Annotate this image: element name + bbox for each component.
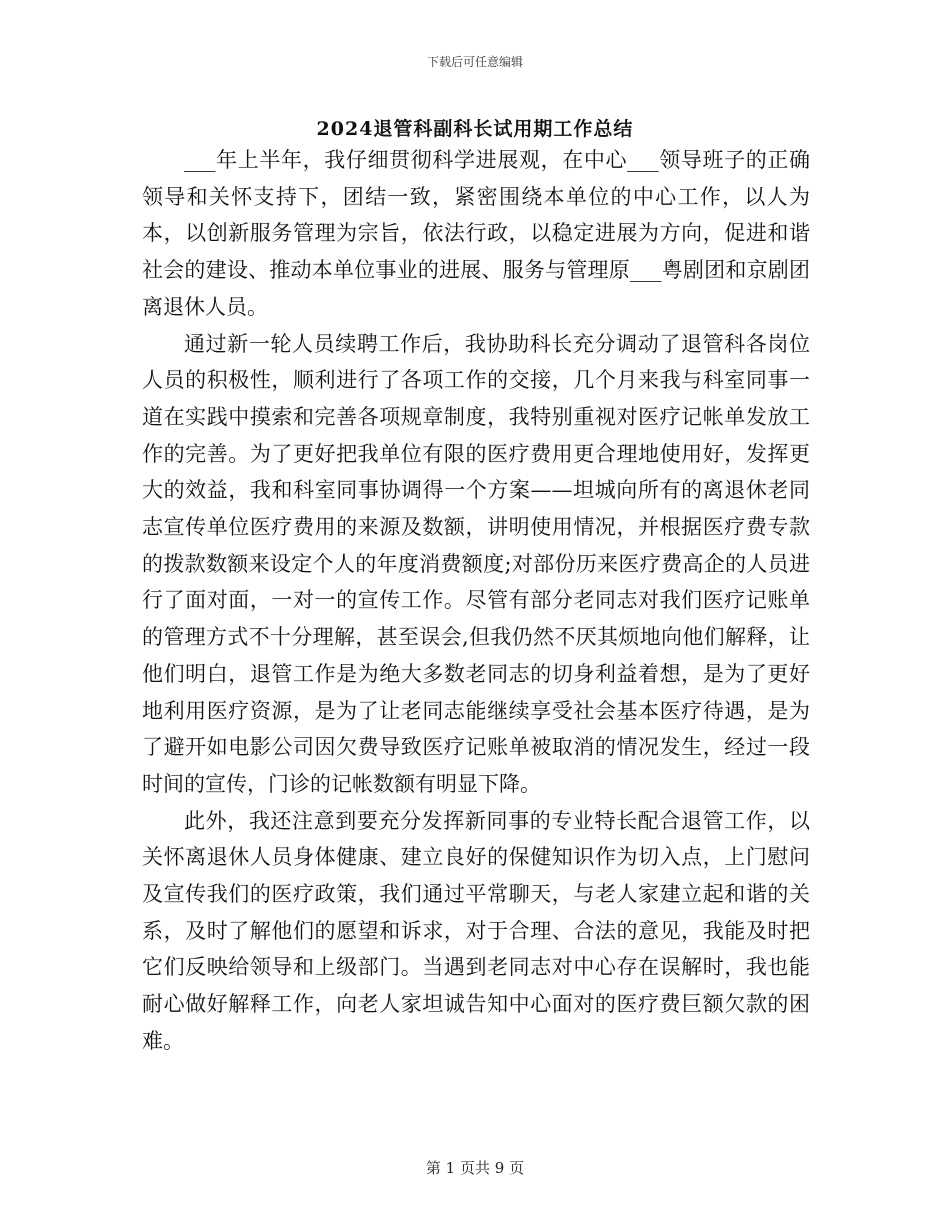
paragraph-2: 通过新一轮人员续聘工作后，我协助科长充分调动了退管科各岗位人员的积极性，顺利进行了各项工作的交接，几个月来我与科室同事一道在实践中摸索和完善各项规章制度，我特别重视对医疗记帐单发放工作的完善。为了更好把我单位有限的医疗费用更合理地使用好，发挥更大的效益，我和科室同事协调得一个方案——坦城向所有的离退休老同志宣传单位医疗费用的来源及数额，讲明使用情况，并根据医疗费专款的拨款数额来设定个人的年度消费额度;对部份历来医疗费高企的人员进行了面对面，一对一的宣传工作。尽管有部分老同志对我们医疗记账单的管理方式不十分理解，甚至误会,但我仍然不厌其烦地向他们解释，让他们明白，退管工作是为绝大多数老同志的切身利益着想，是为了更好地利用医疗资源，是为了让老同志能继续享受社会基本医疗待遇，是为了避开如电影公司因欠费导致医疗记账单被取消的情况发生，经过一段时间的宣传，门诊的记帐数额有明显下降。	[142, 331, 810, 796]
document-title: 2024退管科副科长试用期工作总结	[316, 118, 634, 140]
header-note: 下载后可任意编辑	[426, 55, 523, 69]
document-body	[142, 142, 810, 1060]
paragraph-1: ___年上半年，我仔细贯彻科学进展观，在中心___领导班子的正确领导和关怀支持下，团结一致，紧密围绕本单位的中心工作，以人为本，以创新服务管理为宗旨，依法行政，以稳定进展为方向，促进和谐社会的建设、推动本单位事业的进展、服务与管理原___粤剧团和京剧团离退休人员。	[142, 148, 810, 319]
paragraph-3: 此外，我还注意到要充分发挥新同事的专业特长配合退管工作，以关怀离退休人员身体健康、建立良好的保健知识作为切入点，上门慰问及宣传我们的医疗政策，我们通过平常聊天，与老人家建立起和谐的关系，及时了解他们的愿望和诉求，对于合理、合法的意见，我能及时把它们反映给领导和上级部门。当遇到老同志对中心存在误解时，我也能耐心做好解释工作，向老人家坦诚告知中心面对的医疗费巨额欠款的困难。	[142, 808, 810, 1053]
page-number-footer: 第 1 页共 9 页	[425, 1159, 525, 1177]
